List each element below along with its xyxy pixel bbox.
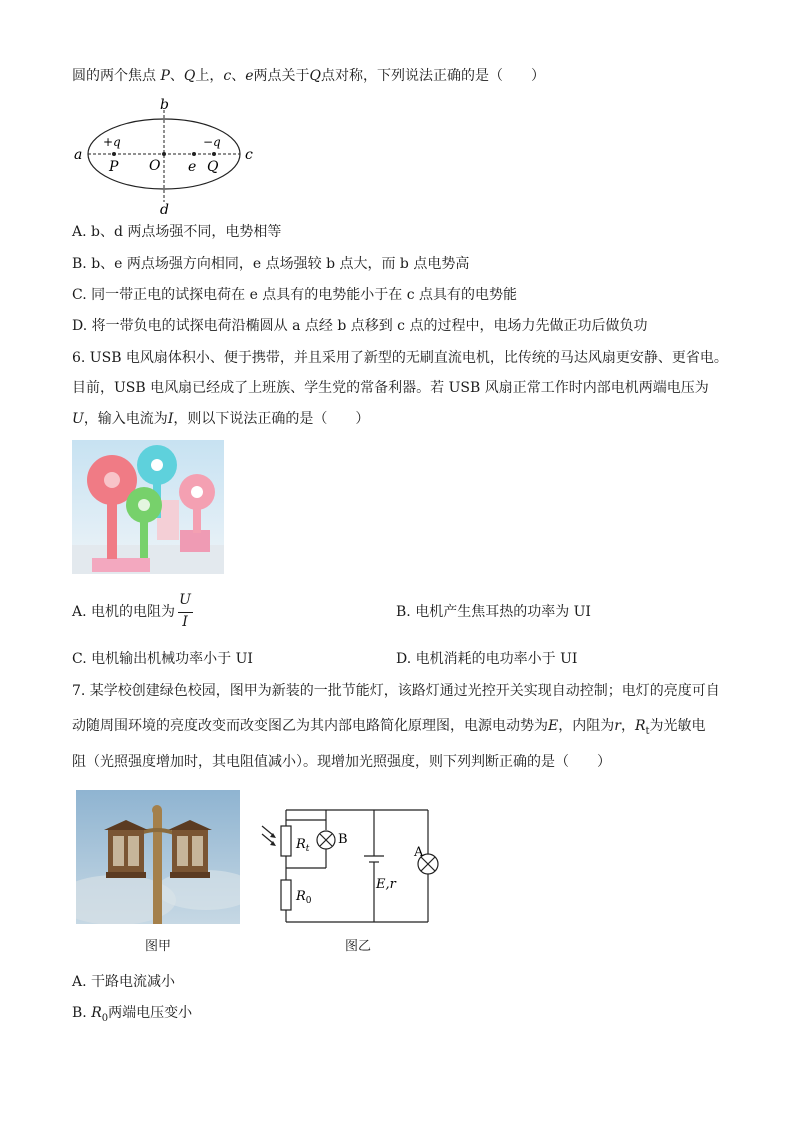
label-Q: Q [207, 159, 219, 175]
label-Rt: $R_t$ [296, 837, 310, 854]
label-a: a [74, 147, 83, 163]
label-B: B [338, 832, 348, 847]
label-Er: E,r [376, 877, 396, 892]
q7-stem-line3: 阻（光照强度增加时，其电阻值减小）。现增加光照强度，则下列判断正确的是（ ） [72, 754, 611, 770]
q6-stem-line2: 目前，USB 电风扇已经成了上班族、学生党的常备利器。若 USB 风扇正常工作时内部电机两端电压为 [72, 380, 709, 396]
q5-option-b: B. b、e 两点场强方向相同，e 点场强较 b 点大，而 b 点电势高 [72, 256, 470, 272]
q6-stem-line3: U，输入电流为I，则以下说法正确的是（ ） [72, 411, 370, 427]
figure-jia-caption: 图甲 [145, 939, 172, 954]
q7-option-a: A. 干路电流减小 [72, 974, 176, 990]
q7-stem-line2: 动随周围环境的亮度改变而改变图乙为其内部电路简化原理图，电源电动势为E，内阻为r，$R_t$为光敏电 [72, 718, 706, 737]
label-A: A [414, 845, 424, 860]
label-plus-q: +q [103, 135, 121, 149]
street-lamp-photo [76, 790, 240, 924]
fraction-bar [178, 612, 193, 613]
q7-stem-line1: 7. 某学校创建绿色校园，图甲为新装的一批节能灯，该路灯通过光控开关实现自动控制；电灯的亮度可自 [72, 683, 720, 699]
figure-yi-caption: 图乙 [345, 939, 372, 954]
label-R0: $R_0$ [296, 889, 312, 906]
q6-stem-line1: 6. USB 电风扇体积小、便于携带，并且采用了新型的无刷直流电机，比传统的马达风扇更安静、更省电。 [72, 350, 728, 366]
ellipse-figure [70, 98, 270, 218]
q6-option-c: C. 电机输出机械功率小于 UI [72, 651, 253, 667]
label-d: d [160, 202, 169, 218]
label-c: c [245, 147, 253, 163]
label-O: O [149, 158, 161, 174]
q6-option-d: D. 电机消耗的电功率小于 UI [396, 651, 578, 667]
label-P: P [109, 159, 119, 175]
q6-option-a-denominator: I [182, 614, 188, 630]
q7-option-b: B. $R_0$两端电压变小 [72, 1005, 193, 1024]
q6-option-a: A. 电机的电阻为 [72, 604, 176, 620]
circuit-diagram [258, 796, 458, 926]
q5-stem: 圆的两个焦点 P、Q上，c、e两点关于Q点对称，下列说法正确的是（ ） [72, 68, 545, 84]
q5-option-a: A. b、d 两点场强不同，电势相等 [72, 224, 282, 240]
label-b: b [160, 98, 169, 113]
label-minus-q: −q [203, 135, 221, 149]
usb-fan-photo [72, 440, 224, 574]
q6-option-b: B. 电机产生焦耳热的功率为 UI [396, 604, 591, 620]
label-e: e [188, 159, 197, 175]
q6-option-a-numerator: U [179, 592, 191, 608]
q5-option-c: C. 同一带正电的试探电荷在 e 点具有的电势能小于在 c 点具有的电势能 [72, 287, 518, 303]
q5-option-d: D. 将一带负电的试探电荷沿椭圆从 a 点经 b 点移到 c 点的过程中，电场力先做正功后做负功 [72, 318, 648, 334]
